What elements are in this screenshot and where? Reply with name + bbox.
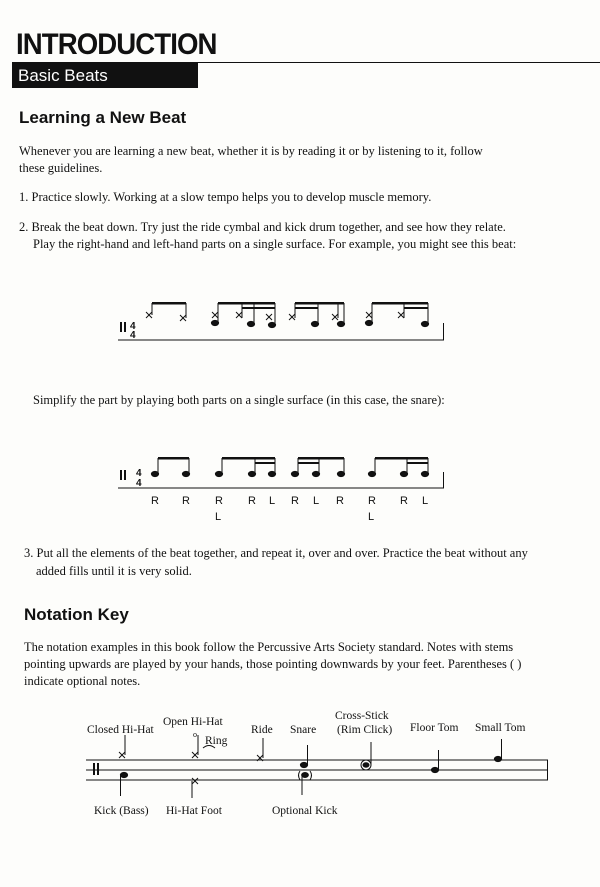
sticking-11: L xyxy=(422,495,429,507)
step-3-line-1: 3. Put all the elements of the beat together, and repeat it, over and over. Practice the beat without any xyxy=(24,546,528,560)
sticking-2: R xyxy=(182,495,190,507)
optional-kick-note xyxy=(299,771,312,795)
page-title: INTRODUCTION xyxy=(16,28,217,61)
snare-note xyxy=(300,745,307,768)
notation-line-1: The notation examples in this book follow the Percussive Arts Society standard. Notes with stems xyxy=(24,640,514,654)
time-signature-top-2: 4 xyxy=(136,468,142,479)
section-heading-notation: Notation Key xyxy=(24,605,129,624)
floor-tom-note xyxy=(431,750,438,773)
beat-group-4 xyxy=(365,302,428,327)
cross-stick-note xyxy=(361,742,371,770)
section-heading-learning: Learning a New Beat xyxy=(19,108,187,127)
time-signature-bottom-2: 4 xyxy=(136,478,142,489)
label-snare: Snare xyxy=(290,724,317,736)
notation-line-2: pointing upwards are played by your hands, those pointing downwards by your feet. Parentheses ( ) xyxy=(24,657,522,671)
sticking-6: R xyxy=(291,495,299,507)
notation-line-3: indicate optional notes. xyxy=(24,674,141,688)
label-closed-hihat: Closed Hi-Hat xyxy=(87,724,154,736)
label-open-hihat: Open Hi-Hat xyxy=(163,716,223,728)
label-rim-click: (Rim Click) xyxy=(337,724,393,736)
sticking-under-2: L xyxy=(368,511,375,523)
label-ride: Ride xyxy=(251,724,273,736)
staff-beat-example xyxy=(118,302,444,341)
staff-simplified xyxy=(118,457,444,489)
sticking-10: R xyxy=(400,495,408,507)
hihat-foot-note xyxy=(192,778,198,798)
step-2-line-1: 2. Break the beat down. Try just the ride cymbal and kick drum together, and see how they relate. xyxy=(19,220,506,234)
open-symbol: o xyxy=(193,730,197,739)
time-signature-bottom: 4 xyxy=(130,330,136,341)
closed-hihat-note xyxy=(119,735,125,758)
label-kick: Kick (Bass) xyxy=(94,805,149,817)
time-signature-top: 4 xyxy=(130,321,136,332)
sticking-1: R xyxy=(151,495,159,507)
sticking-under-1: L xyxy=(215,511,222,523)
label-hihat-foot: Hi-Hat Foot xyxy=(166,805,222,817)
intro-line-2: these guidelines. xyxy=(19,161,103,175)
sticking-8: R xyxy=(336,495,344,507)
beat-group-3 xyxy=(289,302,345,327)
label-small-tom: Small Tom xyxy=(475,722,526,734)
label-ring: Ring xyxy=(205,735,228,747)
label-cross-stick: Cross-Stick xyxy=(335,710,389,722)
beat-group-2 xyxy=(211,302,275,328)
step-3-line-2: added fills until it is very solid. xyxy=(36,564,192,578)
staff-notation-key xyxy=(86,730,548,798)
sticking-9: R xyxy=(368,495,376,507)
sticking-5: L xyxy=(269,495,276,507)
small-tom-note xyxy=(494,739,501,762)
intro-line-1: Whenever you are learning a new beat, whether it is by reading it or by listening to it, follow xyxy=(19,144,483,158)
label-optional-kick: Optional Kick xyxy=(272,805,338,817)
kick-note xyxy=(120,772,127,796)
beat-group-1 xyxy=(146,302,186,321)
sticking-4: R xyxy=(248,495,256,507)
subtitle: Basic Beats xyxy=(18,66,108,85)
step-1: 1. Practice slowly. Working at a slow tempo helps you to develop muscle memory. xyxy=(19,190,432,204)
sticking-row xyxy=(151,495,428,523)
ride-note xyxy=(257,738,263,761)
label-floor-tom: Floor Tom xyxy=(410,722,459,734)
step-2-line-2: Play the right-hand and left-hand parts on a single surface. For example, you might see this beat: xyxy=(33,237,517,251)
sticking-7: L xyxy=(313,495,320,507)
simplify-text: Simplify the part by playing both parts on a single surface (in this case, the snare): xyxy=(33,393,445,407)
sticking-3: R xyxy=(215,495,223,507)
